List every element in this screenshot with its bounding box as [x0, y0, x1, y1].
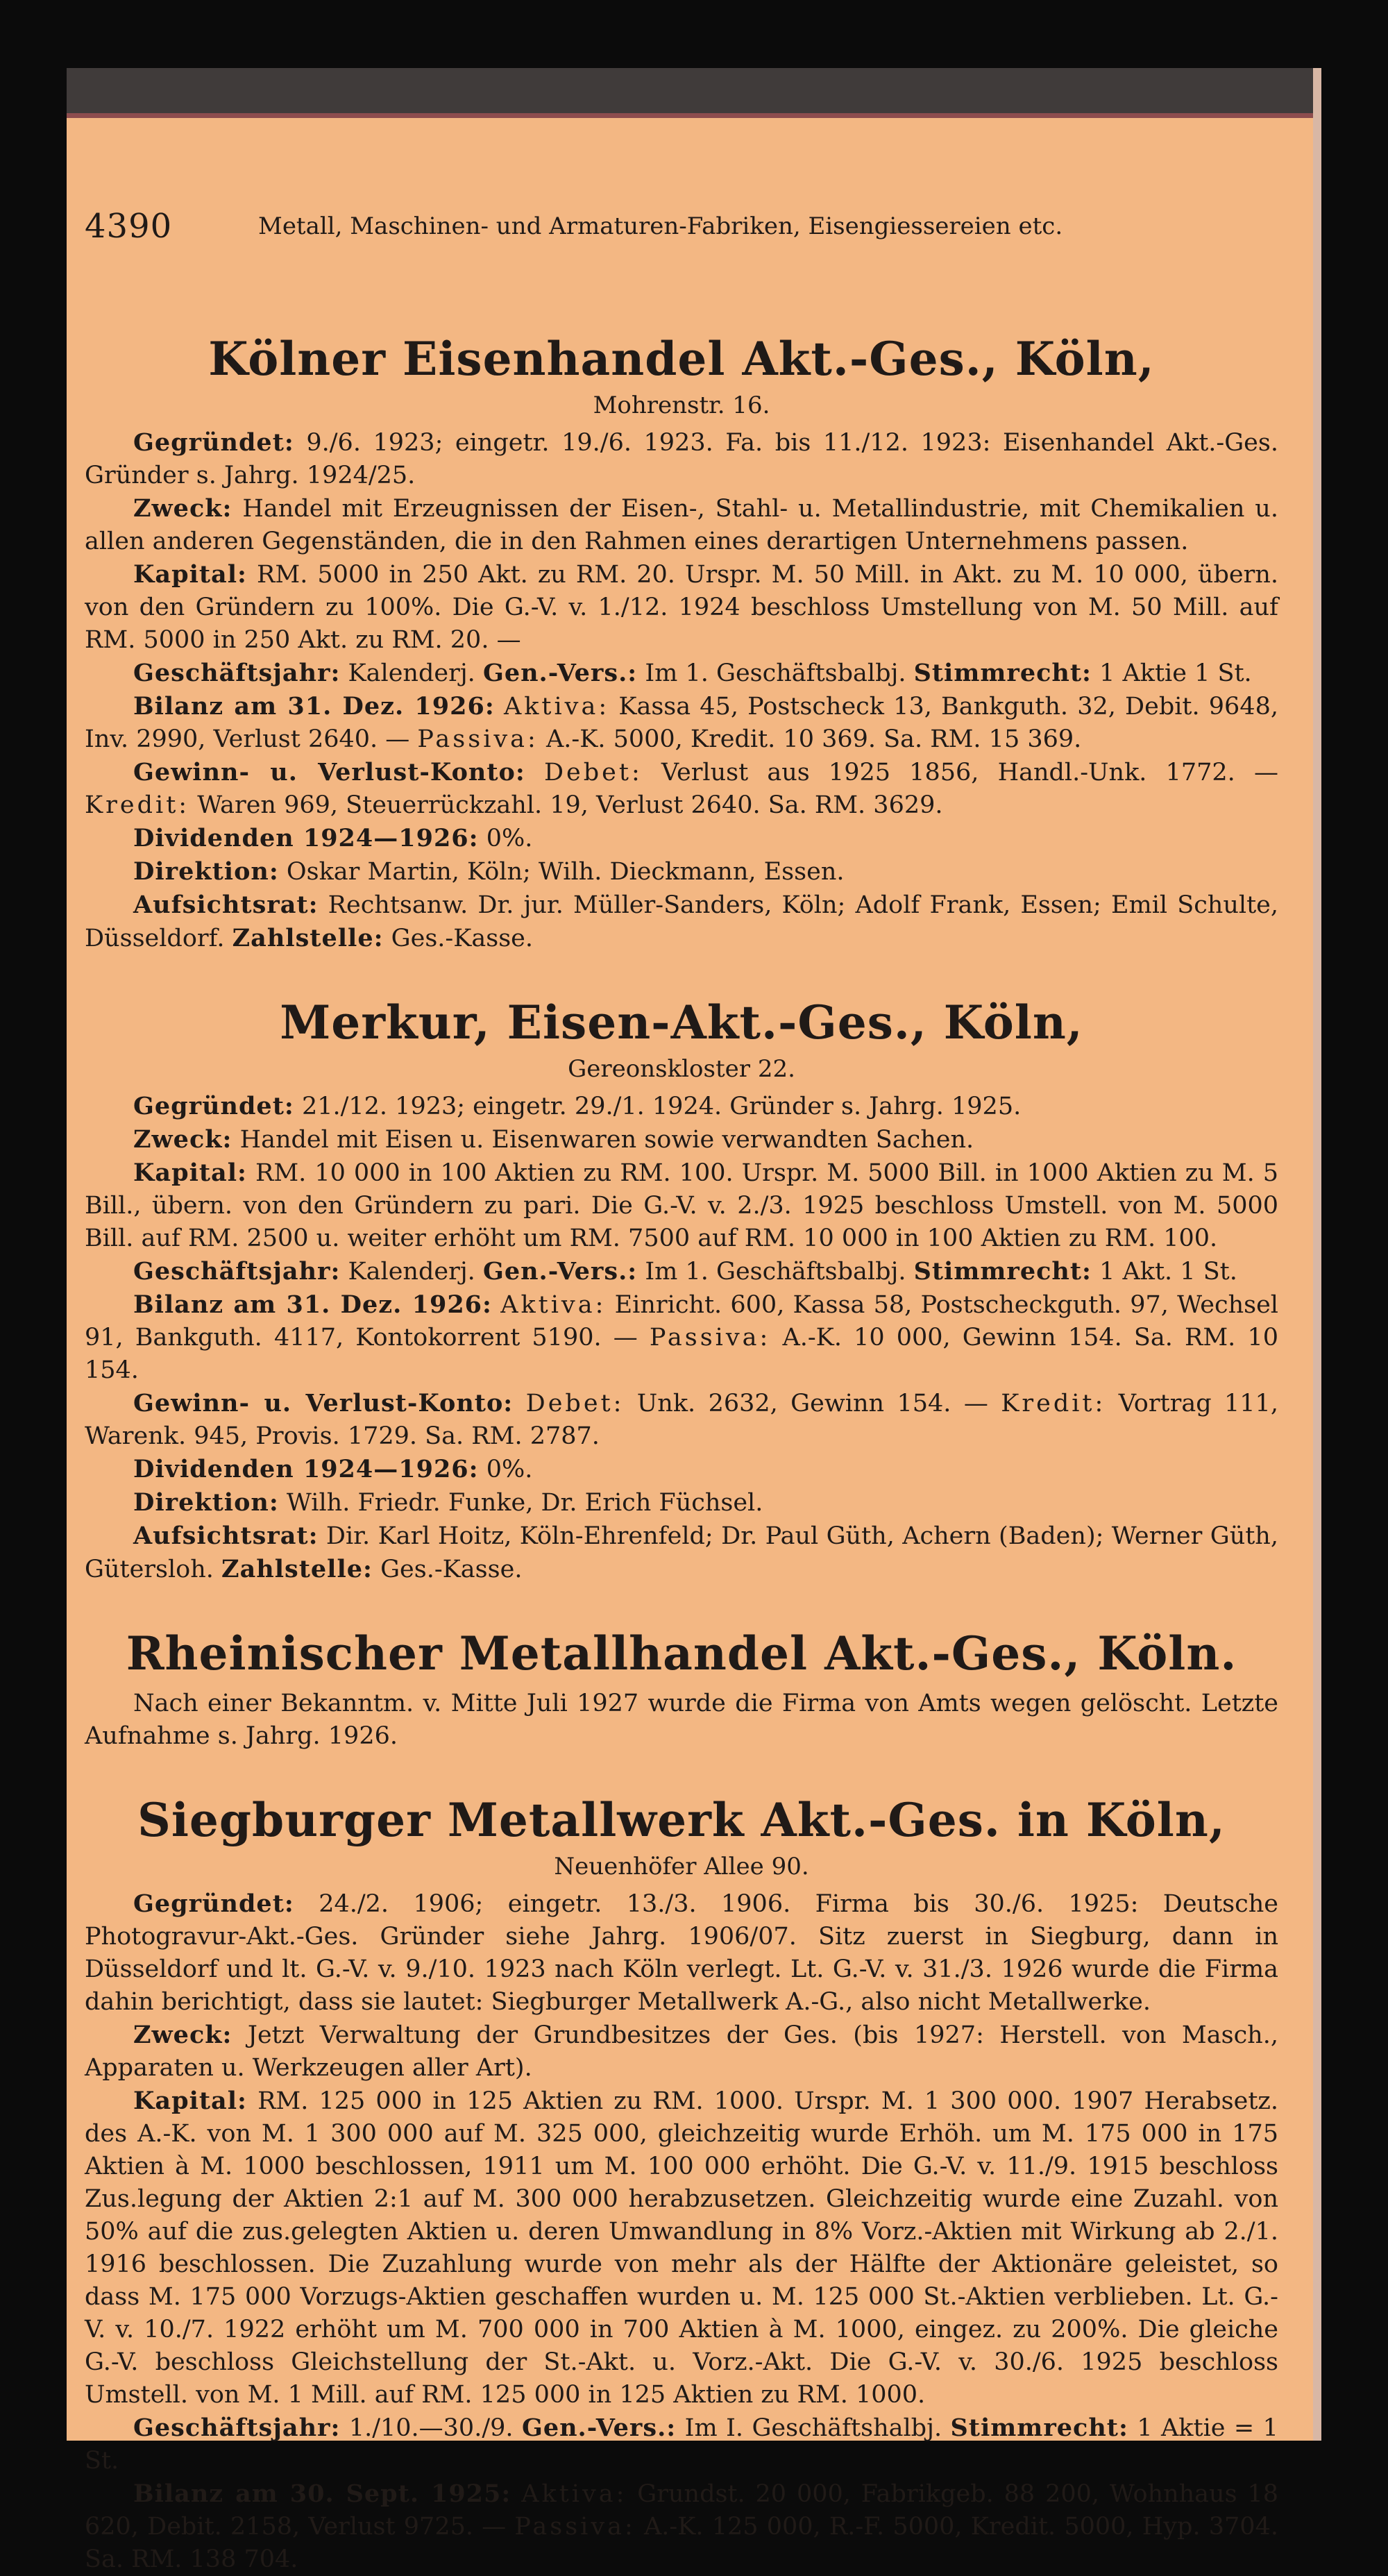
company-title: Merkur, Eisen-Akt.-Ges., Köln,: [280, 995, 1083, 1050]
profit-loss-paragraph: Gewinn- u. Verlust-Konto: Debet: Unk. 2632, Gewinn 154. — Kredit: Vortrag 111, Warenk. 945, Provis. 1729. Sa. RM. 2787.: [85, 1389, 1278, 1450]
dividends-paragraph: Dividenden 1924—1926: 0%.: [133, 824, 533, 852]
company-entry-koelner-eisenhandel: [85, 332, 1278, 955]
purpose-paragraph: Zweck: Handel mit Eisen u. Eisenwaren sowie verwandten Sachen.: [133, 1125, 974, 1154]
page-content: [85, 332, 1278, 2576]
page-top-edge: [67, 68, 1313, 118]
fiscal-paragraph: Geschäftsjahr: 1./10.—30./9. Gen.-Vers.: Im I. Geschäftshalbj. Stimmrecht: 1 Aktie = 1 St.: [85, 2414, 1278, 2475]
founded-paragraph: Gegründet: 21./12. 1923; eingetr. 29./1. 1924. Gründer s. Jahrg. 1925.: [133, 1092, 1022, 1120]
capital-paragraph: Kapital: RM. 5000 in 250 Akt. zu RM. 20. Urspr. M. 50 Mill. in Akt. zu M. 10 000, übern. von den Gründern zu 100%. Die G.-V. v. 1./12. 1924 beschloss Umstellung von M. 50 Mill. auf RM. 5000 in 250 Akt. zu RM. 20. —: [85, 560, 1278, 654]
company-title: Rheinischer Metallhandel Akt.-Ges., Köln.: [126, 1626, 1237, 1681]
company-entry-rheinischer-metallhandel: [85, 1626, 1278, 1753]
dividends-paragraph: Dividenden 1924—1926: 0%.: [133, 1455, 533, 1483]
fiscal-paragraph: Geschäftsjahr: Kalenderj. Gen.-Vers.: Im 1. Geschäftsbalbj. Stimmrecht: 1 Akt. 1 St.: [133, 1257, 1237, 1286]
company-entry-siegburger-metallwerk: [85, 1793, 1278, 2576]
balance-paragraph: Bilanz am 30. Sept. 1925: Aktiva: Grundst. 20 000, Fabrikgeb. 88 200, Wohnhaus 18 620, Debit. 2158, Verlust 9725. — Passiva: A.-K. 125 000, R.-F. 5000, Kredit. 5000, Hyp. 3704. Sa. RM. 138 704.: [85, 2480, 1278, 2573]
board-paragraph: Aufsichtsrat: Dir. Karl Hoitz, Köln-Ehrenfeld; Dr. Paul Güth, Achern (Baden); Werner Güth, Gütersloh. Zahlstelle: Ges.-Kasse.: [85, 1522, 1278, 1583]
purpose-paragraph: Zweck: Jetzt Verwaltung der Grundbesitzes der Ges. (bis 1927: Herstell. von Masch., Apparaten u. Werkzeugen aller Art).: [85, 2021, 1278, 2082]
balance-paragraph: Bilanz am 31. Dez. 1926: Aktiva: Einricht. 600, Kassa 58, Postscheckguth. 97, Wechsel 91, Bankguth. 4117, Kontokorrent 5190. — Passiva: A.-K. 10 000, Gewinn 154. Sa. RM. 10 154.: [85, 1290, 1278, 1384]
company-title: Kölner Eisenhandel Akt.-Ges., Köln,: [208, 332, 1155, 386]
founded-paragraph: Gegründet: 24./2. 1906; eingetr. 13./3. 1906. Firma bis 30./6. 1925: Deutsche Photogravur-Akt.-Ges. Gründer siehe Jahrg. 1906/07. Sitz zuerst in Siegburg, dann in Düsseldorf und lt. G.-V. v. 9./10. 1923 nach Köln verlegt. Lt. G.-V. v. 31./3. 1926 wurde die Firma dahin berichtigt, dass sie lautet: Siegburger Metallwerk A.-G., also nicht Metallwerke.: [85, 1889, 1278, 2016]
fiscal-paragraph: Geschäftsjahr: Kalenderj. Gen.-Vers.: Im 1. Geschäftsbalbj. Stimmrecht: 1 Aktie 1 St.: [133, 659, 1252, 687]
page-header: [85, 207, 1278, 249]
company-address: Gereonskloster 22.: [568, 1055, 795, 1083]
management-paragraph: Direktion: Oskar Martin, Köln; Wilh. Dieckmann, Essen.: [133, 857, 845, 886]
book-page: [67, 68, 1321, 2573]
company-address: Neuenhöfer Allee 90.: [554, 1853, 809, 1880]
company-entry-merkur: [85, 995, 1278, 1586]
deletion-notice: Nach einer Bekanntm. v. Mitte Juli 1927 wurde die Firma von Amts wegen gelöscht. Letzte Aufnahme s. Jahrg. 1926.: [85, 1690, 1278, 1750]
company-title: Siegburger Metallwerk Akt.-Ges. in Köln,: [137, 1793, 1226, 1847]
capital-paragraph: Kapital: RM. 125 000 in 125 Aktien zu RM. 1000. Urspr. M. 1 300 000. 1907 Herabsetz. des A.-K. von M. 1 300 000 auf M. 325 000, gleichzeitig wurde Erhöh. um M. 175 000 in 175 Aktien à M. 1000 beschlossen, 1911 um M. 100 000 erhöht. Die G.-V. v. 11./9. 1915 beschloss Zus.legung der Aktien 2:1 auf M. 300 000 herabzusetzen. Gleichzeitig wurde eine Zuzahl. von 50% auf die zus.gelegten Aktien u. deren Umwandlung in 8% Vorz.-Aktien mit Wirkung ab 2./1. 1916 beschlossen. Die Zuzahlung wurde von mehr als der Hälfte der Aktionäre geleistet, so dass M. 175 000 Vorzugs-Aktien geschaffen wurden u. M. 125 000 St.-Aktien verblieben. Lt. G.-V. v. 10./7. 1922 erhöht um M. 700 000 in 700 Aktien à M. 1000, eingez. zu 200%. Die gleiche G.-V. beschloss Gleichstellung der St.-Akt. u. Vorz.-Akt. Die G.-V. v. 30./6. 1925 beschloss Umstell. von M. 1 Mill. auf RM. 125 000 in 125 Aktien zu RM. 1000.: [85, 2087, 1278, 2409]
capital-paragraph: Kapital: RM. 10 000 in 100 Aktien zu RM. 100. Urspr. M. 5000 Bill. in 1000 Aktien zu M. 5 Bill., übern. von den Gründern zu pari. Die G.-V. v. 2./3. 1925 beschloss Umstell. von M. 5000 Bill. auf RM. 2500 u. weiter erhöht um RM. 7500 auf RM. 10 000 in 100 Aktien zu RM. 100.: [85, 1159, 1278, 1252]
balance-paragraph: Bilanz am 31. Dez. 1926: Aktiva: Kassa 45, Postscheck 13, Bankguth. 32, Debit. 9648, Inv. 2990, Verlust 2640. — Passiva: A.-K. 5000, Kredit. 10 369. Sa. RM. 15 369.: [85, 692, 1278, 753]
profit-loss-paragraph: Gewinn- u. Verlust-Konto: Debet: Verlust aus 1925 1856, Handl.-Unk. 1772. — Kredit: Waren 969, Steuerrückzahl. 19, Verlust 2640. Sa. RM. 3629.: [85, 758, 1278, 819]
board-paragraph: Aufsichtsrat: Rechtsanw. Dr. jur. Müller-Sanders, Köln; Adolf Frank, Essen; Emil Schulte, Düsseldorf. Zahlstelle: Ges.-Kasse.: [85, 891, 1278, 952]
page-number: 4390: [85, 207, 173, 246]
purpose-paragraph: Zweck: Handel mit Erzeugnissen der Eisen-, Stahl- u. Metallindustrie, mit Chemikalien u. allen anderen Gegenständen, die in den Rahmen eines derartigen Unternehmens passen.: [85, 494, 1278, 555]
company-address: Mohrenstr. 16.: [593, 392, 770, 419]
management-paragraph: Direktion: Wilh. Friedr. Funke, Dr. Erich Füchsel.: [133, 1488, 763, 1517]
running-head: Metall, Maschinen- und Armaturen-Fabriken, Eisengiessereien etc.: [258, 212, 1063, 240]
founded-paragraph: Gegründet: 9./6. 1923; eingetr. 19./6. 1923. Fa. bis 11./12. 1923: Eisenhandel Akt.-Ges. Gründer s. Jahrg. 1924/25.: [85, 428, 1278, 489]
